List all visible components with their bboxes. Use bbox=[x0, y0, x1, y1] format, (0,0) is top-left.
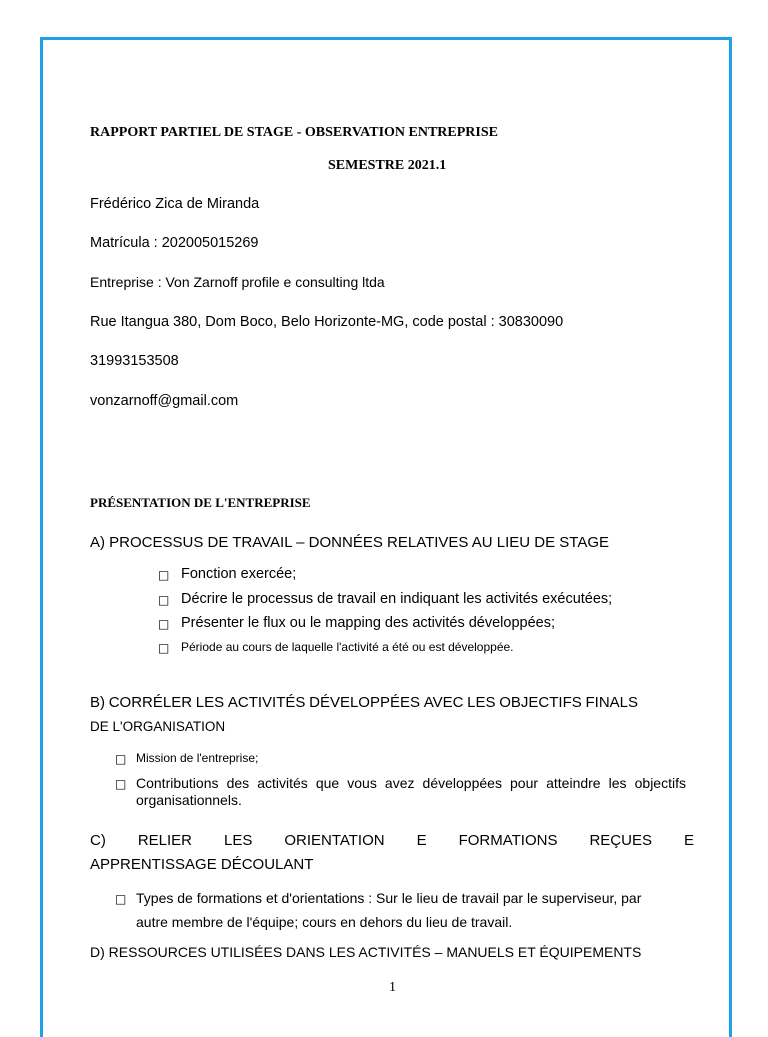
heading-word: CORRÉLER bbox=[108, 694, 193, 711]
checkbox-icon: □ bbox=[158, 617, 170, 631]
company-phone: 31993153508 bbox=[90, 353, 179, 369]
heading-word: E bbox=[416, 832, 427, 849]
heading-word: E bbox=[683, 832, 694, 849]
item-word: avez bbox=[384, 775, 415, 791]
heading-word: LES bbox=[223, 832, 253, 849]
heading-word: FINALS bbox=[585, 694, 638, 711]
heading-word: ORIENTATION bbox=[284, 832, 385, 849]
section-b-heading bbox=[90, 694, 638, 711]
item-word: pour bbox=[510, 775, 539, 791]
company-name: Entreprise : Von Zarnoff profile e consulting ltda bbox=[90, 274, 385, 290]
heading-word: LES bbox=[195, 694, 225, 711]
heading-word: AVEC bbox=[423, 694, 464, 711]
item-word: atteindre bbox=[546, 775, 601, 791]
heading-word: DÉVELOPPÉES bbox=[309, 694, 420, 711]
company-address: Rue Itangua 380, Dom Boco, Belo Horizonte-MG, code postal : 30830090 bbox=[90, 314, 564, 330]
heading-word: C) bbox=[90, 832, 106, 849]
section-c-item-line2: autre membre de l'équipe; cours en dehors du lieu de travail. bbox=[136, 914, 513, 930]
heading-word: OBJECTIFS bbox=[499, 694, 582, 711]
item-word: que bbox=[315, 775, 340, 791]
heading-word: REÇUES bbox=[589, 832, 652, 849]
matricula: Matrícula : 202005015269 bbox=[90, 235, 259, 251]
semester-label: SEMESTRE 2021.1 bbox=[328, 158, 447, 173]
section-b-heading-line2: DE L'ORGANISATION bbox=[90, 719, 226, 734]
checkbox-icon: □ bbox=[158, 641, 170, 655]
heading-word: FORMATIONS bbox=[458, 832, 558, 849]
section-a-item: Fonction exercée; bbox=[181, 566, 297, 582]
section-a-item: Présenter le flux ou le mapping des activités développées; bbox=[181, 615, 555, 631]
checkbox-icon: □ bbox=[158, 568, 170, 582]
item-word: développées bbox=[422, 775, 502, 791]
heading-word: LES bbox=[467, 694, 496, 711]
item-word: Contributions bbox=[136, 775, 219, 791]
page-number: 1 bbox=[389, 980, 396, 995]
section-b-item: Mission de l'entreprise; bbox=[136, 751, 259, 765]
section-a-item: Décrire le processus de travail en indiquant les activités exécutées; bbox=[181, 591, 613, 607]
heading-word: B) bbox=[90, 694, 105, 711]
section-a-heading: A) PROCESSUS DE TRAVAIL – DONNÉES RELATIVES AU LIEU DE STAGE bbox=[90, 534, 610, 551]
section-d-heading: D) RESSOURCES UTILISÉES DANS LES ACTIVITÉS – MANUELS ET ÉQUIPEMENTS bbox=[90, 944, 642, 960]
item-word: des bbox=[226, 775, 250, 791]
section-b-item bbox=[136, 775, 686, 791]
checkbox-icon: □ bbox=[115, 777, 127, 791]
checkbox-icon: □ bbox=[115, 892, 127, 906]
item-word: objectifs bbox=[634, 775, 686, 791]
section-c-heading bbox=[90, 832, 694, 849]
student-name: Frédérico Zica de Miranda bbox=[90, 196, 260, 212]
report-title: RAPPORT PARTIEL DE STAGE - OBSERVATION ENTREPRISE bbox=[90, 125, 498, 140]
company-email: vonzarnoff@gmail.com bbox=[90, 393, 239, 409]
section-a-item: Période au cours de laquelle l'activité a été ou est développée. bbox=[181, 640, 514, 654]
heading-word: ACTIVITÉS bbox=[227, 694, 306, 711]
section-b-item-line2: organisationnels. bbox=[136, 792, 242, 808]
presentation-heading: PRÉSENTATION DE L'ENTREPRISE bbox=[90, 495, 311, 510]
section-c-item: Types de formations et d'orientations : Sur le lieu de travail par le superviseur, par bbox=[136, 890, 642, 906]
item-word: vous bbox=[347, 775, 377, 791]
checkbox-icon: □ bbox=[158, 593, 170, 607]
item-word: activités bbox=[257, 775, 308, 791]
section-c-heading-line2: APPRENTISSAGE DÉCOULANT bbox=[90, 856, 314, 873]
heading-word: RELIER bbox=[137, 832, 192, 849]
checkbox-icon: □ bbox=[115, 752, 127, 766]
item-word: les bbox=[608, 775, 627, 791]
